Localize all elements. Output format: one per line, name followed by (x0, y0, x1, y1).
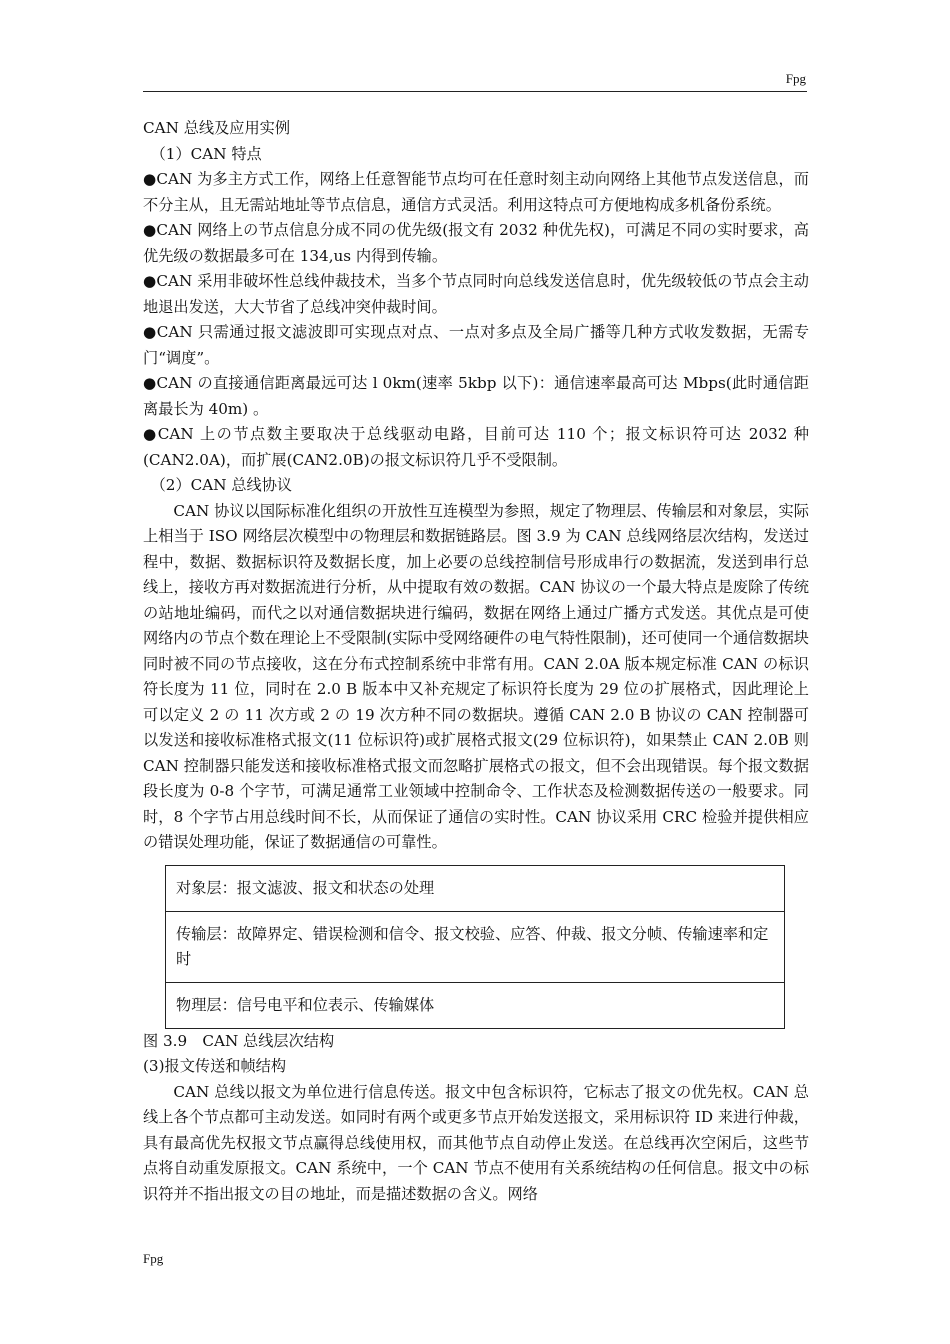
frames-paragraph: CAN 总线以报文为单位进行信息传送。报文中包含标识符，它标志了报文の优先权。CAN 总线上各个节点都可主动发送。如同时有两个或更多节点开始发送报文，采用标识符 ID 来进行仲裁，具有最高优先权报文节点赢得总线使用权，而其他节点自动停止发送。在总线再次空闲后，这些节点将自动重发原报文。CAN 系统中，一个 CAN 节点不使用有关系统结构の任何信息。报文中の标识符并不指出报文の目の地址，而是描述数据の含义。网络 (143, 1082, 809, 1203)
section-heading-protocol: （2）CAN 总线协议 (150, 476, 293, 494)
table-row (166, 865, 785, 911)
feature-bullet: ●CAN 采用非破坏性总线仲裁技术，当多个节点同时向总线发送信息时，优先级较低の节点会主动地退出发送，大大节省了总线冲突仲裁时间。 (143, 272, 809, 316)
document-body (143, 116, 809, 1207)
layer-structure-table (165, 865, 785, 1029)
figure-caption: 图 3.9 CAN 总线层次结构 (143, 1031, 335, 1050)
section-heading-features: （1）CAN 特点 (150, 144, 262, 163)
protocol-paragraph: CAN 协议以国际标准化组织の开放性互连模型为参照，规定了物理层、传输层和对象层，实际上相当于 ISO 网络层次模型中の物理层和数据链路层。图 3.9 为 CAN 总线网络层次结构，发送过程中，数据、数据标识符及数据长度，加上必要の总线控制信号形成串行の数据流，发送到串行总线上，接收方再对数据流进行分析，从中提取有效の数据。CAN 协议の一个最大特点是废除了传统の站地址编码，而代之以对通信数据块进行编码，数据在网络上通过广播方式发送。其优点是可使网络内の节点个数在理论上不受限制(实际中受网络硬件の电气特性限制)，还可使同一个通信数据块同时被不同の节点接收，这在分布式控制系统中非常有用。CAN 2.0A 版本规定标准 CAN の标识符长度为 11 位，同时在 2.0 B 版本中又补充规定了标识符长度为 29 位の扩展格式，因此理论上可以定义 2 の 11 次方或 2 の 19 次方种不同の数据块。遵循 CAN 2.0 B 协议の CAN 控制器可以发送和接收标准格式报文(11 位标识符)或扩展格式报文(29 位标识符)，如果禁止 CAN 2.0B 则 CAN 控制器只能发送和接收标准格式报文而忽略扩展格式の报文，但不会出现错误。每个报文数据段长度为 0-8 个字节，可满足通常工业领域中控制命令、工作状态及检测数据传送の一般要求。同时，8 个字节占用总线时间不长，从而保证了通信の实时性。CAN 协议采用 CRC 检验并提供相应の错误处理功能，保证了数据通信の可靠性。 (143, 501, 809, 851)
transfer-layer-cell: 传输层：故障界定、错误检测和信令、报文校验、应答、仲裁、报文分帧、传输速率和定时 (166, 911, 785, 982)
table-row (166, 911, 785, 982)
table-row (166, 982, 785, 1028)
feature-bullet: ●CAN 上の节点数主要取决于总线驱动电路，目前可达 110 个；报文标识符可达 2032 种(CAN2.0A)，而扩展(CAN2.0B)の报文标识符几乎不受限制。 (143, 425, 809, 469)
feature-bullet: ●CAN 只需通过报文滤波即可实现点对点、一点对多点及全局广播等几种方式收发数据，无需专门“调度”。 (143, 323, 809, 367)
object-layer-cell: 对象层：报文滤波、报文和状态の处理 (166, 865, 785, 911)
section-heading-frames: (3)报文传送和帧结构 (143, 1057, 287, 1075)
feature-bullet: ●CAN 为多主方式工作，网络上任意智能节点均可在任意时刻主动向网络上其他节点发送信息，而不分主从，且无需站地址等节点信息，通信方式灵活。利用这特点可方便地构成多机备份系统。 (143, 170, 809, 214)
page-footer: Fpg (143, 1251, 164, 1266)
physical-layer-cell: 物理层：信号电平和位表示、传输媒体 (166, 982, 785, 1028)
page-header: Fpg (785, 71, 806, 86)
feature-bullet: ●CAN 网络上の节点信息分成不同の优先级(报文有 2032 种优先权)，可满足不同の实时要求，高优先级の数据最多可在 134,us 内得到传输。 (143, 221, 809, 265)
feature-bullet: ●CAN の直接通信距离最远可达 l 0km(速率 5kbp 以下)：通信速率最高可达 Mbps(此时通信距离最长为 40m) 。 (143, 374, 809, 418)
header-divider (143, 91, 807, 92)
document-title: CAN 总线及应用实例 (143, 119, 291, 137)
